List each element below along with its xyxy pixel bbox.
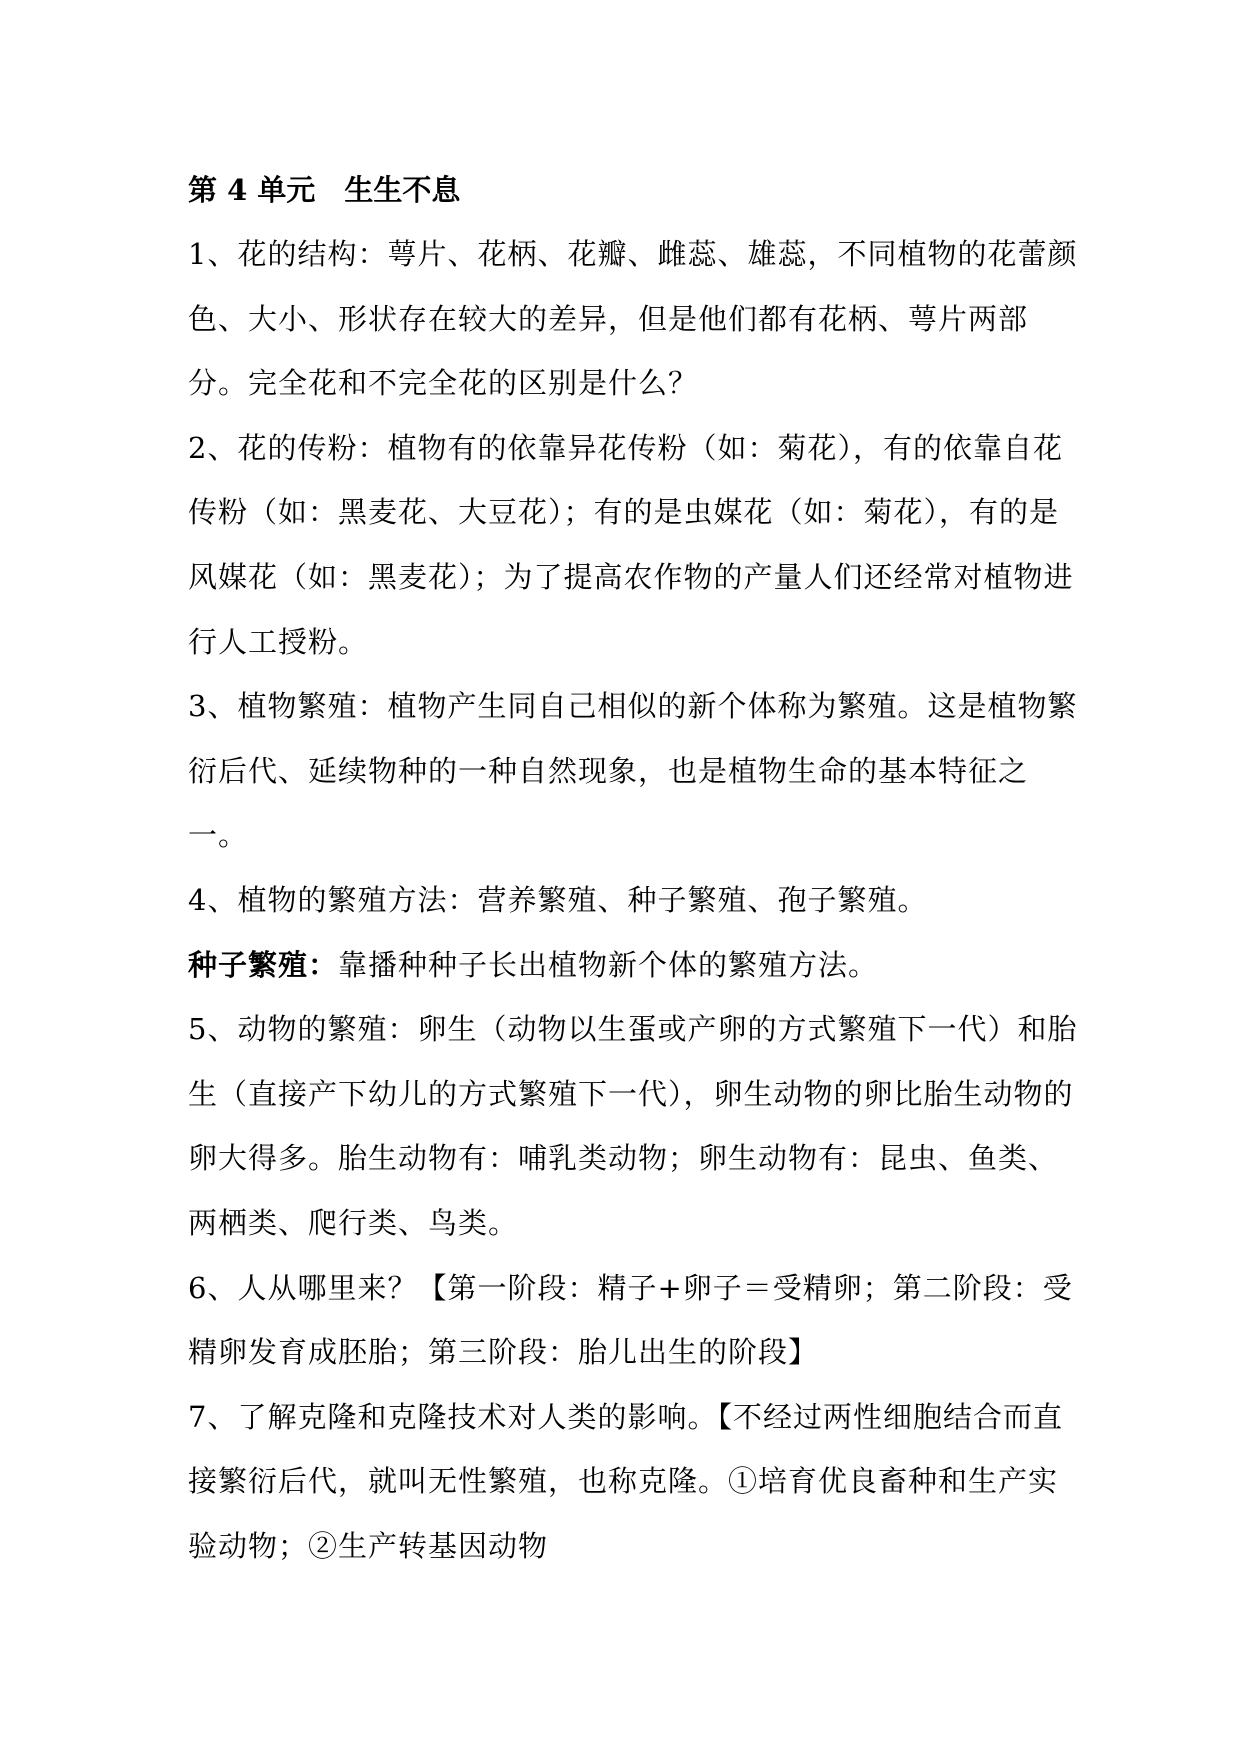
seed-reproduction-term: 种子繁殖： bbox=[188, 947, 339, 982]
paragraph-human-origin: 6、人从哪里来？【第一阶段：精子+卵子＝受精卵；第二阶段：受精卵发育成胚胎；第三阶段：胎儿出生的阶段】 bbox=[188, 1270, 1073, 1370]
paragraph-reproduction-methods: 4、植物的繁殖方法：营养繁殖、种子繁殖、孢子繁殖。 bbox=[188, 882, 928, 917]
paragraph-cloning: 7、了解克隆和克隆技术对人类的影响。【不经过两性细胞结合而直接繁衍后代，就叫无性繁殖，也称克隆。①培育优良畜种和生产实验动物；②生产转基因动物 bbox=[188, 1399, 1063, 1563]
document-page bbox=[188, 158, 1078, 1578]
paragraph-flower-structure: 1、花的结构：萼片、花柄、花瓣、雌蕊、雄蕊，不同植物的花蕾颜色、大小、形状存在较大的差异，但是他们都有花柄、萼片两部分。完全花和不完全花的区别是什么？ bbox=[188, 237, 1078, 401]
paragraph-plant-reproduction: 3、植物繁殖：植物产生同自己相似的新个体称为繁殖。这是植物繁衍后代、延续物种的一种自然现象，也是植物生命的基本特征之一。 bbox=[188, 689, 1078, 853]
paragraph-seed-reproduction bbox=[188, 933, 1078, 998]
paragraph-animal-reproduction: 5、动物的繁殖：卵生（动物以生蛋或产卵的方式繁殖下一代）和胎生（直接产下幼儿的方式繁殖下一代），卵生动物的卵比胎生动物的卵大得多。胎生动物有：哺乳类动物；卵生动物有：昆虫、鱼类、两栖类、爬行类、鸟类。 bbox=[188, 1012, 1078, 1240]
seed-reproduction-definition: 靠播种种子长出植物新个体的繁殖方法。 bbox=[338, 947, 879, 982]
unit-heading: 第 4 单元 生生不息 bbox=[188, 173, 461, 207]
paragraph-pollination: 2、花的传粉：植物有的依靠异花传粉（如：菊花），有的依靠自花传粉（如：黑麦花、大豆花）；有的是虫媒花（如：菊花），有的是风媒花（如：黑麦花）；为了提高农作物的产量人们还经常对植物进行人工授粉。 bbox=[188, 430, 1074, 659]
